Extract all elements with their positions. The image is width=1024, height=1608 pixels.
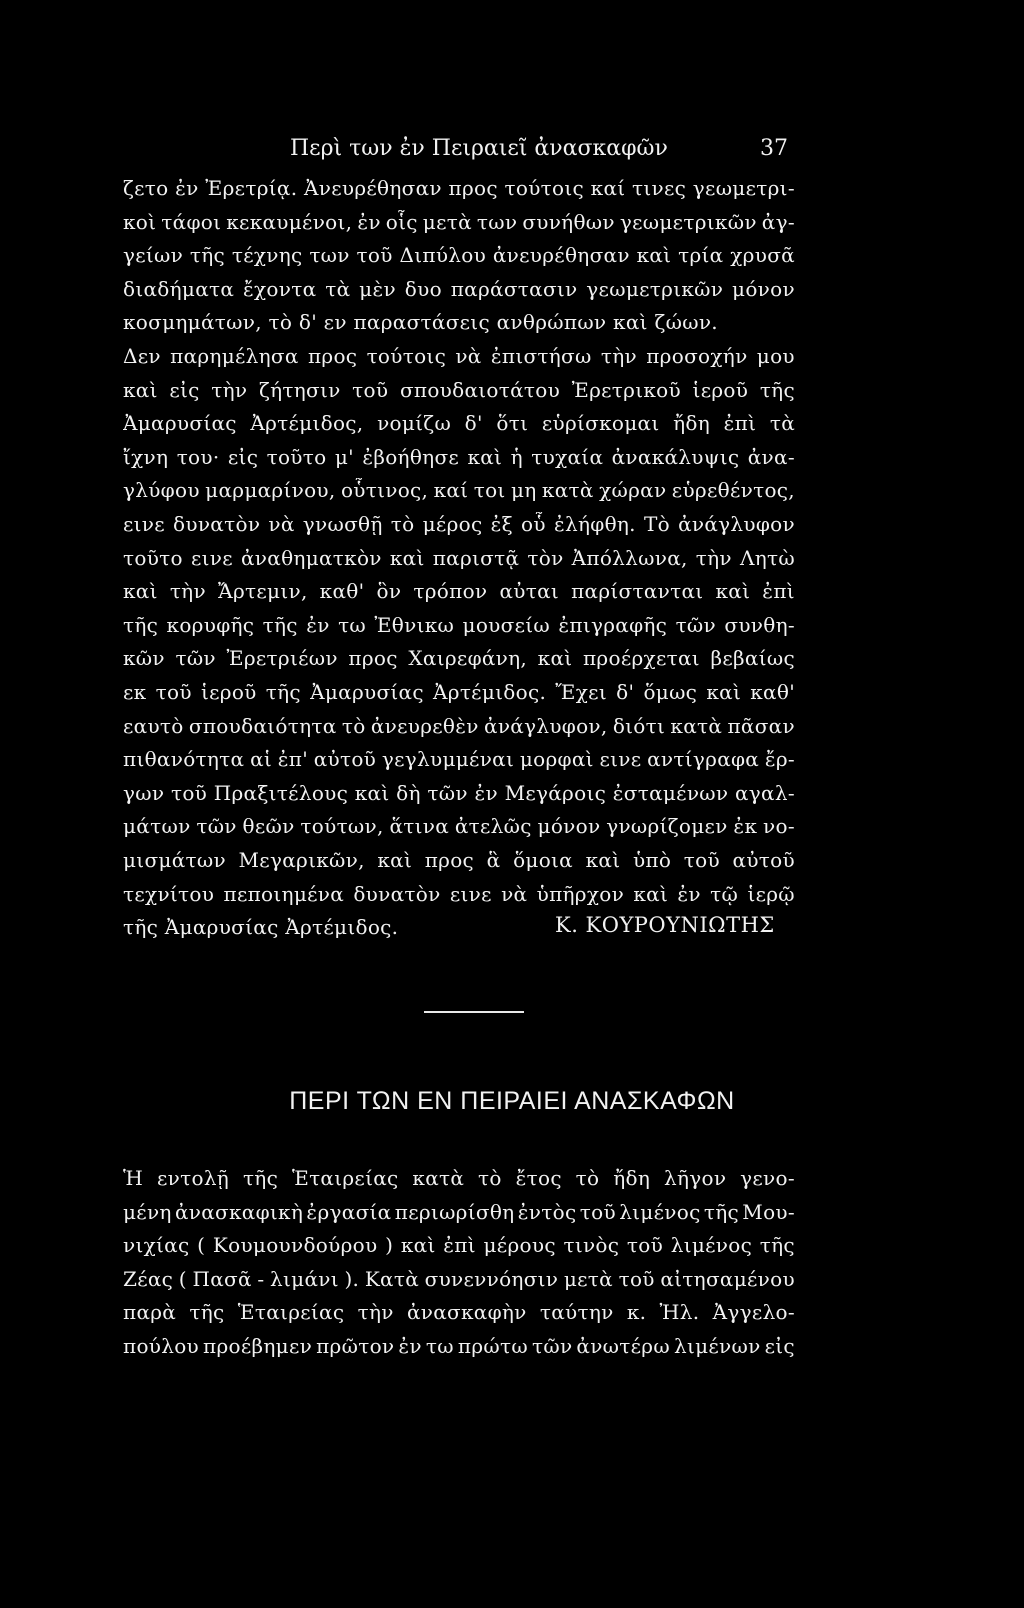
text-line: Ἀμαρυσίας Ἀρτέμιδος, νομίζω δ' ὅτι εὑρίσκομαι ἤδη ἐπὶ τὰ: [123, 411, 795, 436]
text-line: εκ τοῦ ἱεροῦ τῆς Ἀμαρυσίας Ἀρτέμιδος. Ἔχει δ' ὅμως καὶ καθ': [123, 680, 795, 704]
text-line: πούλου προέβημεν πρῶτον ἐν τω πρώτω τῶν ἀνωτέρω λιμένων εἰς: [123, 1334, 795, 1358]
author-signature: Κ. ΚΟΥΡΟΥΝΙΩΤΗΣ: [555, 913, 775, 937]
text-line: παρὰ τῆς Ἑταιρείας τὴν ἀνασκαφὴν ταύτην κ. Ἠλ. Ἀγγελο-: [123, 1300, 795, 1325]
text-line: μισμάτων Μεγαρικῶν, καὶ προς ἃ ὅμοια καὶ ὑπὸ τοῦ αὐτοῦ: [123, 848, 795, 872]
section-heading: ΠΕΡΙ ΤΩΝ ΕΝ ΠΕΙΡΑΙΕΙ ΑΝΑΣΚΑΦΩΝ: [289, 1087, 735, 1115]
text-line: γλύφου μαρμαρίνου, οὗτινος, καί τοι μη κατὰ χώραν εὑρεθέντος,: [123, 478, 795, 503]
text-line: διαδήματα ἔχοντα τὰ μὲν δυο παράστασιν γεωμετρικῶν μόνον: [123, 276, 795, 301]
text-line: κῶν τῶν Ἐρετριέων προς Χαιρεφάνη, καὶ προέρχεται βεβαίως: [123, 646, 795, 671]
text-line: γείων τῆς τέχνης των τοῦ Διπύλου ἀνευρέθησαν καὶ τρία χρυσᾶ: [123, 243, 795, 268]
text-line: τοῦτο εινε ἀναθηματκὸν καὶ παριστᾷ τὸν Ἀπόλλωνα, τὴν Λητὼ: [123, 545, 795, 570]
text-line: εινε δυνατὸν νὰ γνωσθῇ τὸ μέρος ἐξ οὗ ἐλήφθη. Τὸ ἀνάγλυφον: [123, 512, 795, 536]
section-divider: [424, 1011, 524, 1013]
text-line: τῆς κορυφῆς τῆς ἐν τω Ἐθνικω μουσείω ἐπιγραφῆς τῶν συνθη-: [123, 612, 795, 637]
text-line: καὶ τὴν Ἄρτεμιν, καθ' ὃν τρόπον αὐται παρίστανται καὶ ἐπὶ: [123, 579, 795, 604]
text-line: κοὶ τάφοι κεκαυμένοι, ἐν οἷς μετὰ των συνήθων γεωμετρικῶν ἀγ-: [123, 209, 795, 234]
text-line: Ζέας ( Πασᾶ - λιμάνι ). Κατὰ συνεννόησιν μετὰ τοῦ αἰτησαμένου: [123, 1266, 795, 1291]
text-line: νιχίας ( Κουμουνδούρου ) καὶ ἐπὶ μέρους τινὸς τοῦ λιμένος τῆς: [123, 1233, 795, 1258]
text-line: πιθανότητα αἱ ἐπ' αὐτοῦ γεγλυμμέναι μορφαὶ εινε αντίγραφα ἔρ-: [123, 747, 795, 772]
running-head: [0, 136, 1024, 168]
text-line: γων τοῦ Πραξιτέλους καὶ δὴ τῶν ἐν Μεγάροις ἐσταμένων αγαλ-: [123, 780, 795, 805]
page-number: 37: [760, 136, 788, 161]
running-title: Περὶ των ἐν Πειραιεῖ ἀνασκαφῶν: [290, 136, 668, 161]
text-line: τεχνίτου πεποιημένα δυνατὸν εινε νὰ ὑπῆρχον καὶ ἐν τῷ ἱερῷ: [123, 881, 795, 906]
text-line: εαυτὸ σπουδαιότητα τὸ ἀνευρεθὲν ἀνάγλυφον, διότι κατὰ πᾶσαν: [123, 713, 795, 738]
text-line: κοσμημάτων, τὸ δ' εν παραστάσεις ανθρώπων καὶ ζώων.: [123, 310, 718, 335]
text-line: ζετο ἐν Ἐρετρίᾳ. Ἀνευρέθησαν προς τούτοις καί τινες γεωμετρι-: [123, 176, 795, 200]
text-line: μάτων τῶν θεῶν τούτων, ἅτινα ἀτελῶς μόνον γνωρίζομεν ἐκ νο-: [123, 814, 795, 839]
text-line: ἴχνη του· εἰς τοῦτο μ' ἐβοήθησε καὶ ἡ τυχαία ἀνακάλυψις ἀνα-: [123, 444, 795, 469]
text-line: Δεν παρημέλησα προς τούτοις νὰ ἐπιστήσω τὴν προσοχήν μου: [123, 344, 795, 368]
text-line: Ἡ εντολῇ τῆς Ἑταιρείας κατὰ τὸ ἔτος τὸ ἤδη λῆγον γενο-: [123, 1166, 795, 1190]
text-line: μένη ἀνασκαφικὴ ἐργασία περιωρίσθη ἐντὸς τοῦ λιμένος τῆς Μου-: [123, 1199, 795, 1224]
text-line: τῆς Ἀμαρυσίας Ἀρτέμιδος.: [123, 915, 399, 940]
text-line: καὶ εἰς τὴν ζήτησιν τοῦ σπουδαιοτάτου Ἐρετρικοῦ ἱεροῦ τῆς: [123, 377, 795, 402]
